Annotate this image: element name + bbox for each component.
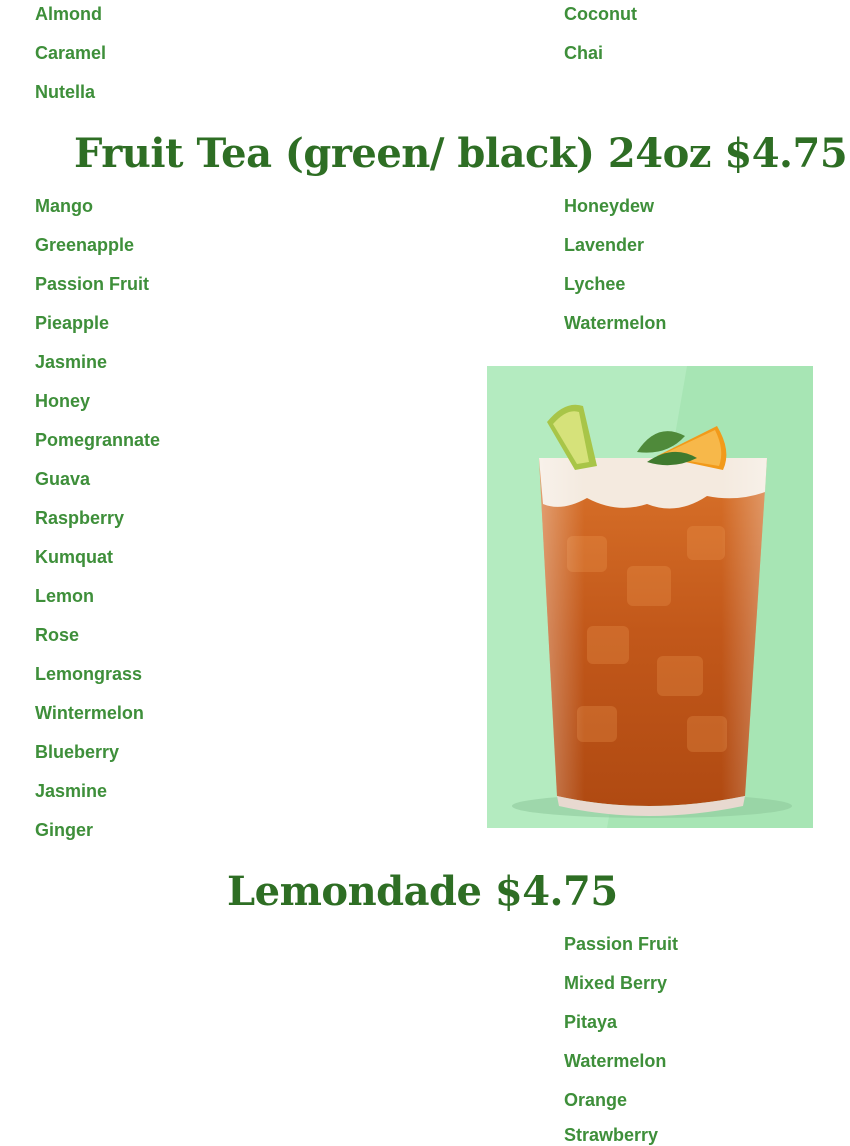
- fruit-tea-item: Pieapple: [35, 313, 110, 333]
- fruit-tea-item: Rose: [35, 625, 80, 645]
- fruit-tea-item: Watermelon: [564, 313, 667, 333]
- fruit-tea-item: Honeydew: [564, 196, 655, 216]
- fruit-tea-item: Honey: [35, 391, 91, 411]
- fruit-tea-item: Lemon: [35, 586, 95, 606]
- fruit-tea-item: Raspberry: [35, 508, 125, 528]
- lemonade-item: Mixed Berry: [564, 973, 668, 993]
- fruit-tea-item: Lemongrass: [35, 664, 143, 684]
- lemonade-item: Strawberry: [564, 1125, 659, 1145]
- lemonade-item: Pitaya: [564, 1012, 618, 1032]
- fruit-tea-item: Mango: [35, 196, 93, 216]
- flavor-nutella: Nutella: [35, 82, 96, 102]
- fruit-tea-item: Greenapple: [35, 235, 135, 255]
- fruit-tea-item: Wintermelon: [35, 703, 144, 723]
- fruit-tea-heading: Fruit Tea (green/ black) 24oz $4.75: [74, 130, 848, 177]
- flavor-chai: Chai: [564, 43, 604, 63]
- fruit-tea-item: Lavender: [564, 235, 645, 255]
- fruit-tea-item: Guava: [35, 469, 91, 489]
- lemonade-item: Watermelon: [564, 1051, 667, 1071]
- flavor-caramel: Caramel: [35, 43, 107, 63]
- flavor-coconut: Coconut: [564, 4, 637, 24]
- fruit-tea-photo: [487, 366, 813, 828]
- fruit-tea-item: Passion Fruit: [35, 274, 150, 294]
- lemonade-item: Orange: [564, 1090, 628, 1110]
- fruit-tea-item: Pomegrannate: [35, 430, 161, 450]
- fruit-tea-item: Jasmine: [35, 781, 108, 801]
- fruit-tea-item: Jasmine: [35, 352, 108, 372]
- lemonade-heading: Lemondade $4.75: [227, 868, 618, 915]
- fruit-tea-item: Ginger: [35, 820, 94, 840]
- fruit-tea-item: Blueberry: [35, 742, 120, 762]
- lemonade-item: Passion Fruit: [564, 934, 679, 954]
- flavor-almond: Almond: [35, 4, 102, 24]
- fruit-tea-item: Kumquat: [35, 547, 113, 567]
- fruit-tea-item: Lychee: [564, 274, 626, 294]
